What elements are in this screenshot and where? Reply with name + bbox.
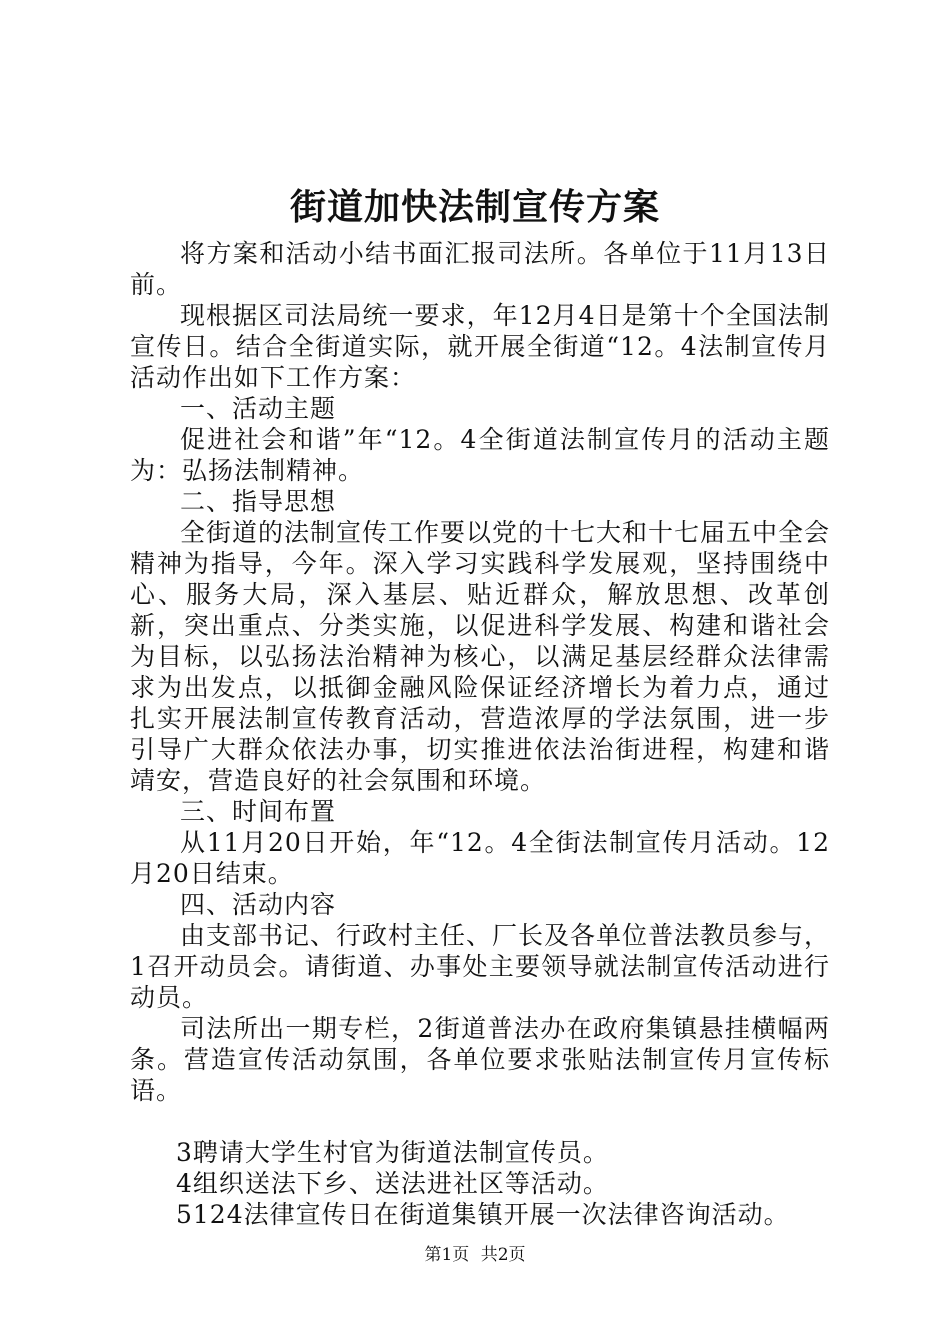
section-heading-guidance: 二、指导思想	[180, 487, 337, 516]
paragraph-introduction: 现根据区司法局统一要求，年12月4日是第十个全国法制宣传日。结合全街道实际，就开展全街道“12。4法制宣传月活动作出如下工作方案：	[130, 301, 830, 392]
list-item: 3聘请大学生村官为街道法制宣传员。	[176, 1138, 609, 1167]
section-heading-schedule: 三、时间布置	[180, 797, 337, 826]
page-total: 共2页	[480, 1245, 526, 1265]
blank-line	[130, 1106, 830, 1137]
paragraph-theme: 促进社会和谐”年“12。4全街道法制宣传月的活动主题为：弘扬法制精神。	[130, 425, 830, 485]
section-heading-activities: 四、活动内容	[180, 890, 337, 919]
paragraph-guidance: 全街道的法制宣传工作要以党的十七大和十七届五中全会精神为指导，今年。深入学习实践科学发展观，坚持围绕中心、服务大局，深入基层、贴近群众，解放思想、改革创新，突出重点、分类实施，以促进科学发展、构建和谐社会为目标，以弘扬法治精神为核心，以满足基层经群众法律需求为出发点，以抵御金融风险保证经济增长为着力点，通过扎实开展法制宣传教育活动，营造浓厚的学法氛围，进一步引导广大群众依法办事，切实推进依法治街进程，构建和谐靖安，营造良好的社会氛围和环境。	[130, 518, 831, 795]
paragraph-schedule: 从11月20日开始，年“12。4全街法制宣传月活动。12月20日结束。	[130, 828, 830, 888]
paragraph-activity-meeting: 由支部书记、行政村主任、厂长及各单位普法教员参与，1召开动员会。请街道、办事处主要领导就法制宣传活动进行动员。	[130, 921, 831, 1012]
list-item: 4组织送法下乡、送法进社区等活动。	[176, 1169, 609, 1198]
page-footer	[0, 1244, 950, 1266]
document-body	[130, 238, 830, 1230]
list-item: 5124法律宣传日在街道集镇开展一次法律咨询活动。	[176, 1200, 790, 1229]
section-heading-theme: 一、活动主题	[180, 394, 337, 423]
page-number: 第1页	[424, 1245, 470, 1265]
paragraph-activity-publicity: 司法所出一期专栏，2街道普法办在政府集镇悬挂横幅两条。营造宣传活动氛围，各单位要求张贴法制宣传月宣传标语。	[130, 1014, 830, 1105]
document-title: 街道加快法制宣传方案	[289, 186, 660, 228]
paragraph-report-deadline: 将方案和活动小结书面汇报司法所。各单位于11月13日前。	[130, 239, 830, 299]
